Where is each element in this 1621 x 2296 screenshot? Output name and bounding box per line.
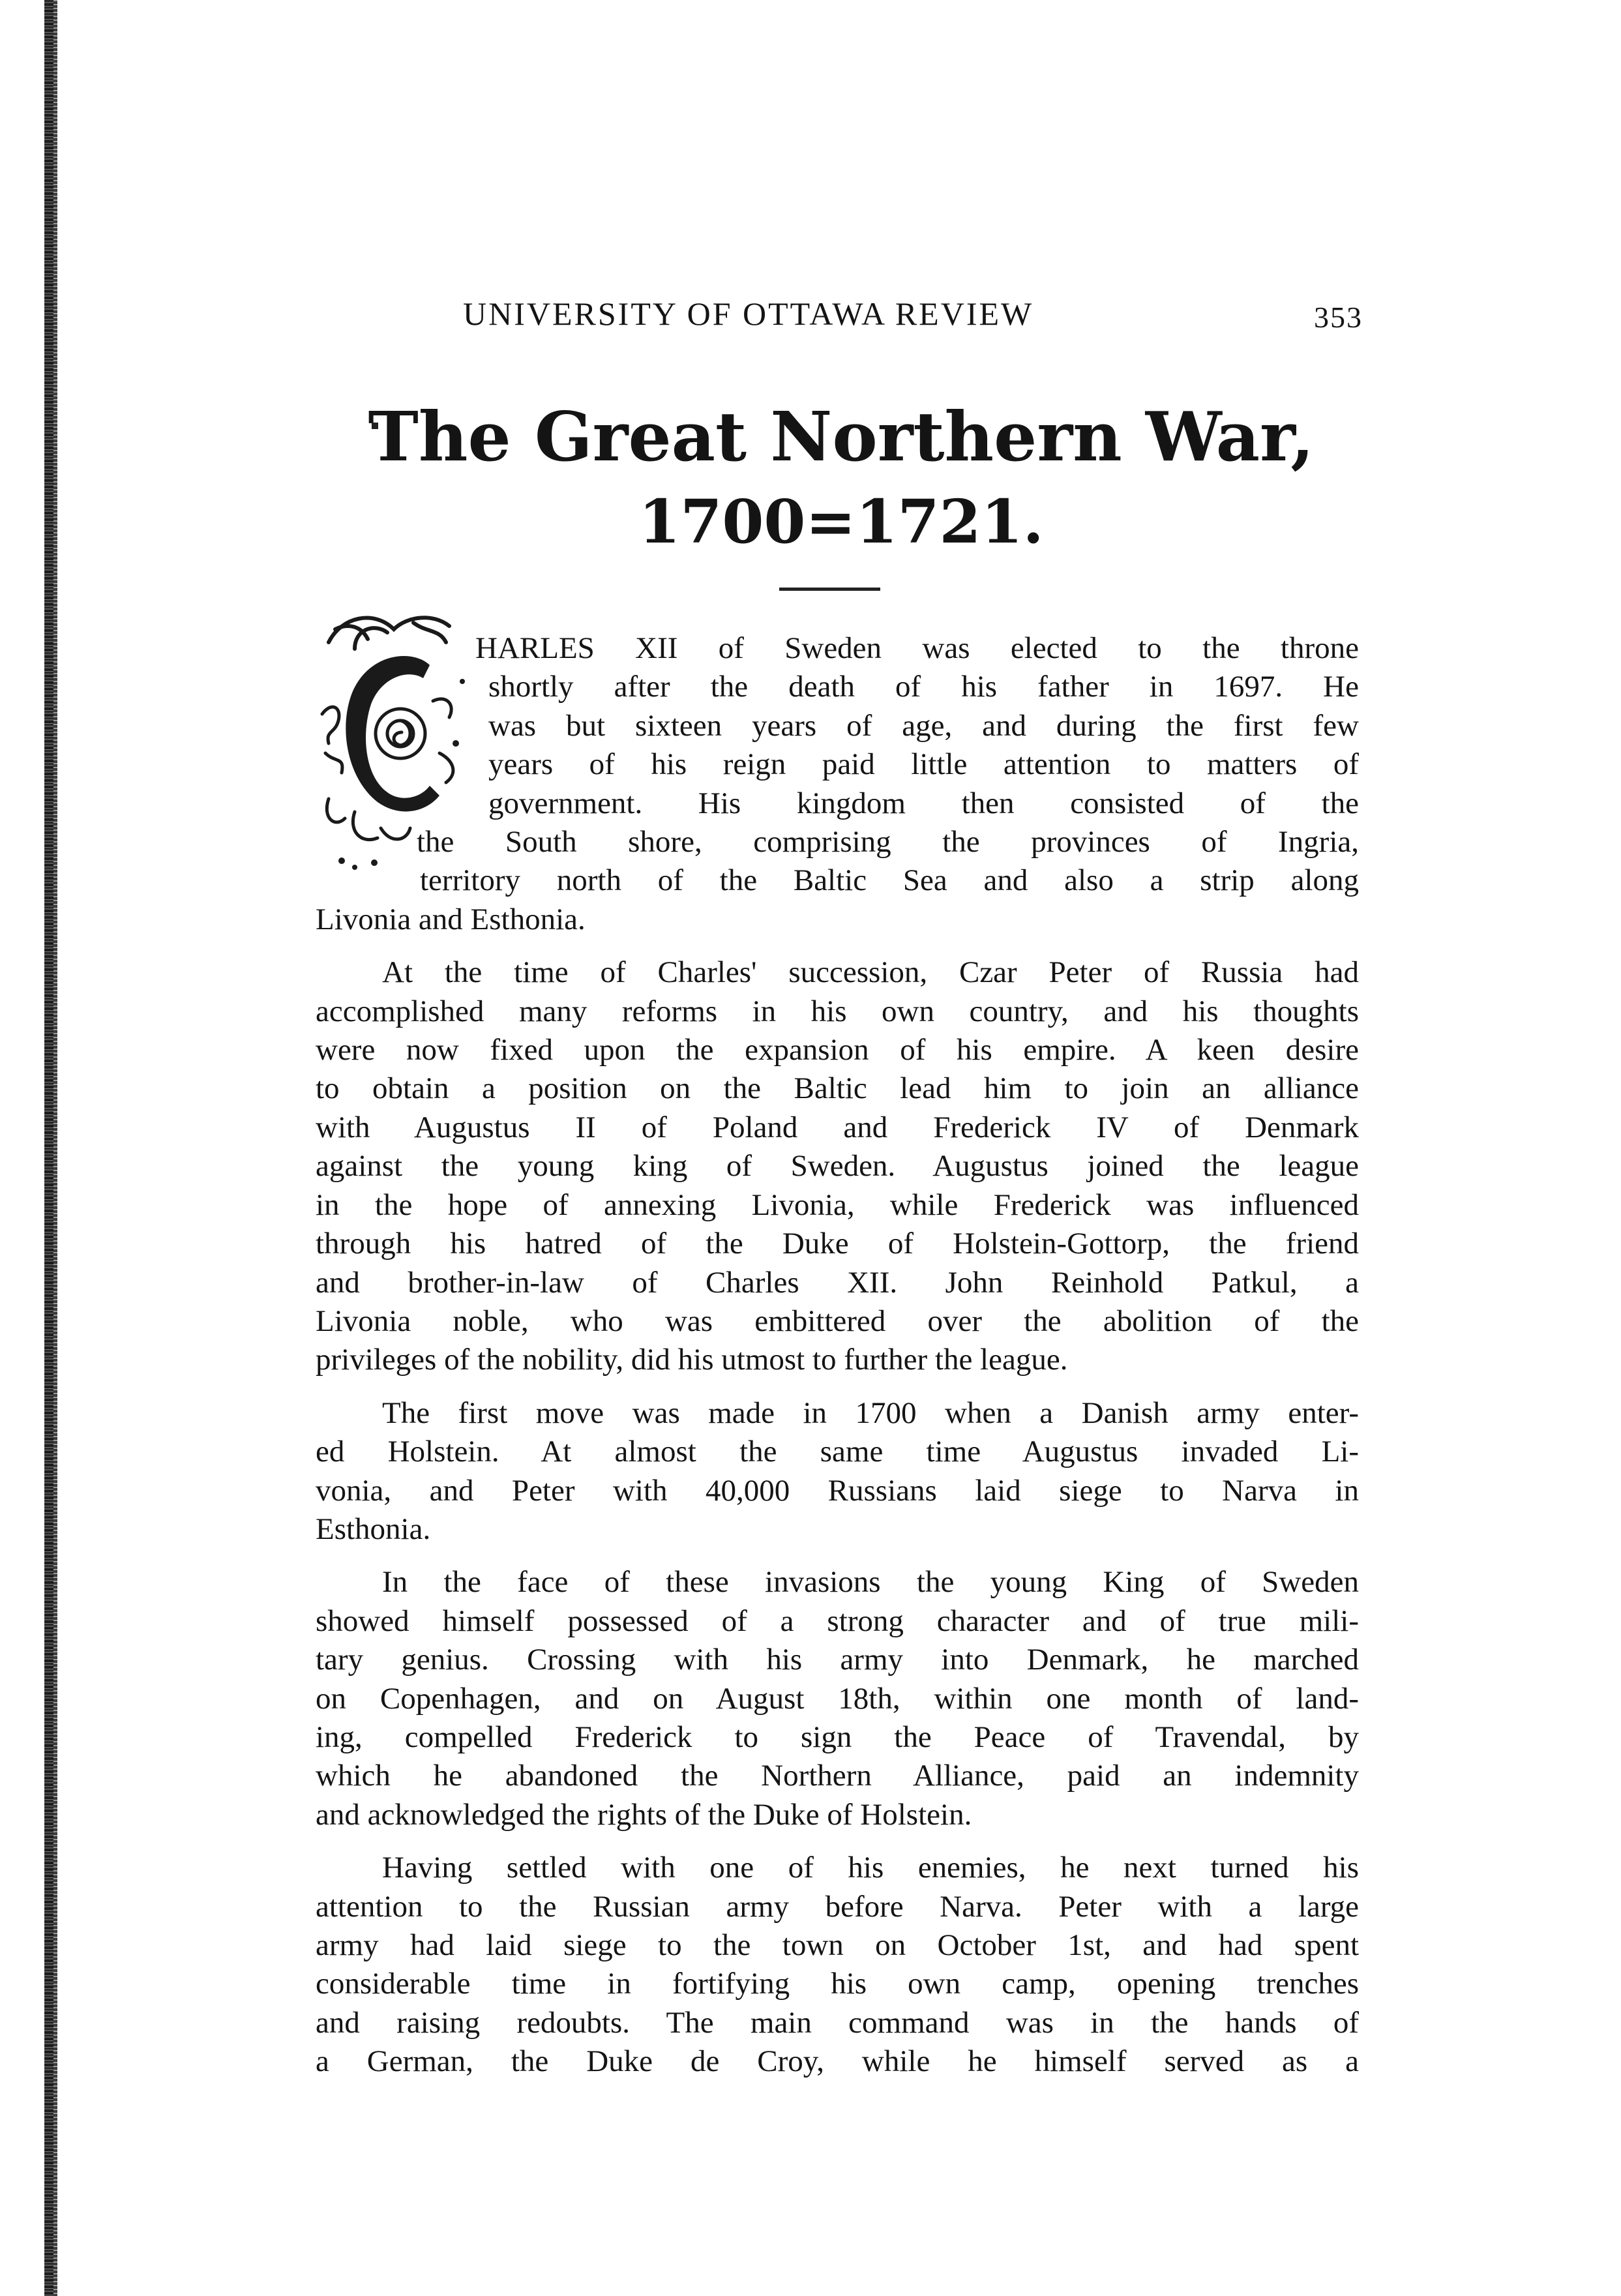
text-line: in the hope of annexing Livonia, while Frederick was influenced (316, 1187, 1359, 1222)
page-number: 353 (1314, 301, 1363, 334)
text-line: vonia, and Peter with 40,000 Russians laid siege to Narva in (316, 1473, 1359, 1508)
text-line: Esthonia. (316, 1512, 431, 1546)
text-line: attention to the Russian army before Narva. Peter with a large (316, 1889, 1359, 1924)
text-line: the South shore, comprising the provinces of Ingria, (417, 825, 1359, 859)
text-line: tary genius. Crossing with his army into Denmark, he marched (316, 1643, 1359, 1677)
text-line: and acknowledged the rights of the Duke of Holstein. (316, 1797, 972, 1832)
spine-binding-shadow (53, 0, 57, 2296)
text-line: showed himself possessed of a strong character and of true mili- (316, 1603, 1359, 1638)
article-dates: 1700=1721. (638, 486, 1044, 557)
text-line: Having settled with one of his enemies, he next turned his (382, 1851, 1359, 1885)
running-head (320, 295, 1363, 340)
text-line: a German, the Duke de Croy, while he himself served as a (316, 2044, 1359, 2079)
journal-name: UNIVERSITY OF OTTAWA REVIEW (463, 295, 1034, 332)
paragraph-2 (316, 953, 1359, 1379)
title-divider-rule (779, 588, 880, 591)
text-line: years of his reign paid little attention to matters of (488, 747, 1359, 782)
text-line: ing, compelled Frederick to sign the Peace of Travendal, by (316, 1720, 1359, 1754)
text-line: with Augustus II of Poland and Frederick IV of Denmark (316, 1110, 1359, 1144)
text-line: were now fixed upon the expansion of his empire. A keen desire (316, 1033, 1359, 1067)
text-line: privileges of the nobility, did his utmost to further the league. (316, 1343, 1068, 1377)
text-line: which he abandoned the Northern Alliance, paid an indemnity (316, 1759, 1359, 1793)
text-line: considerable time in fortifying his own camp, opening trenches (316, 1967, 1359, 2001)
text-line: accomplished many reforms in his own country, and his thoughts (316, 994, 1359, 1028)
text-line: government. His kingdom then consisted of the (488, 786, 1359, 820)
text-line: At the time of Charles' succession, Czar Peter of Russia had (382, 955, 1359, 990)
paragraph-5 (316, 1849, 1359, 2081)
text-line: territory north of the Baltic Sea and also a strip along (420, 863, 1359, 898)
text-line: and raising redoubts. The main command was in the hands of (316, 2005, 1359, 2040)
text-line: through his hatred of the Duke of Holstein-Gottorp, the friend (316, 1227, 1359, 1261)
paragraph-3 (316, 1394, 1359, 1549)
article-title: The Great Northern War, (368, 396, 1315, 477)
text-line: ed Holstein. At almost the same time Augustus invaded Li- (316, 1435, 1359, 1469)
paragraph-1 (316, 629, 1359, 939)
book-spine-margin (0, 0, 59, 2296)
article-body (316, 629, 1359, 2081)
text-line: Livonia and Esthonia. (316, 902, 586, 936)
text-line: Livonia noble, who was embittered over the abolition of the (316, 1304, 1359, 1338)
text-line: on Copenhagen, and on August 18th, within one month of land- (316, 1681, 1359, 1716)
text-line: shortly after the death of his father in 1697. He (488, 670, 1359, 704)
text-line: to obtain a position on the Baltic lead him to join an alliance (316, 1071, 1359, 1106)
text-line: The first move was made in 1700 when a Danish army enter- (382, 1395, 1359, 1430)
text-line: army had laid siege to the town on October 1st, and had spent (316, 1928, 1359, 1962)
text-line: HARLES XII of Sweden was elected to the throne (475, 631, 1359, 665)
text-line: In the face of these invasions the young King of Sweden (382, 1565, 1359, 1600)
paragraph-4 (316, 1563, 1359, 1834)
text-line: and brother-in-law of Charles XII. John Reinhold Patkul, a (316, 1265, 1359, 1300)
text-line: was but sixteen years of age, and during the first few (488, 708, 1359, 743)
text-line: against the young king of Sweden. Augustus joined the league (316, 1149, 1359, 1184)
